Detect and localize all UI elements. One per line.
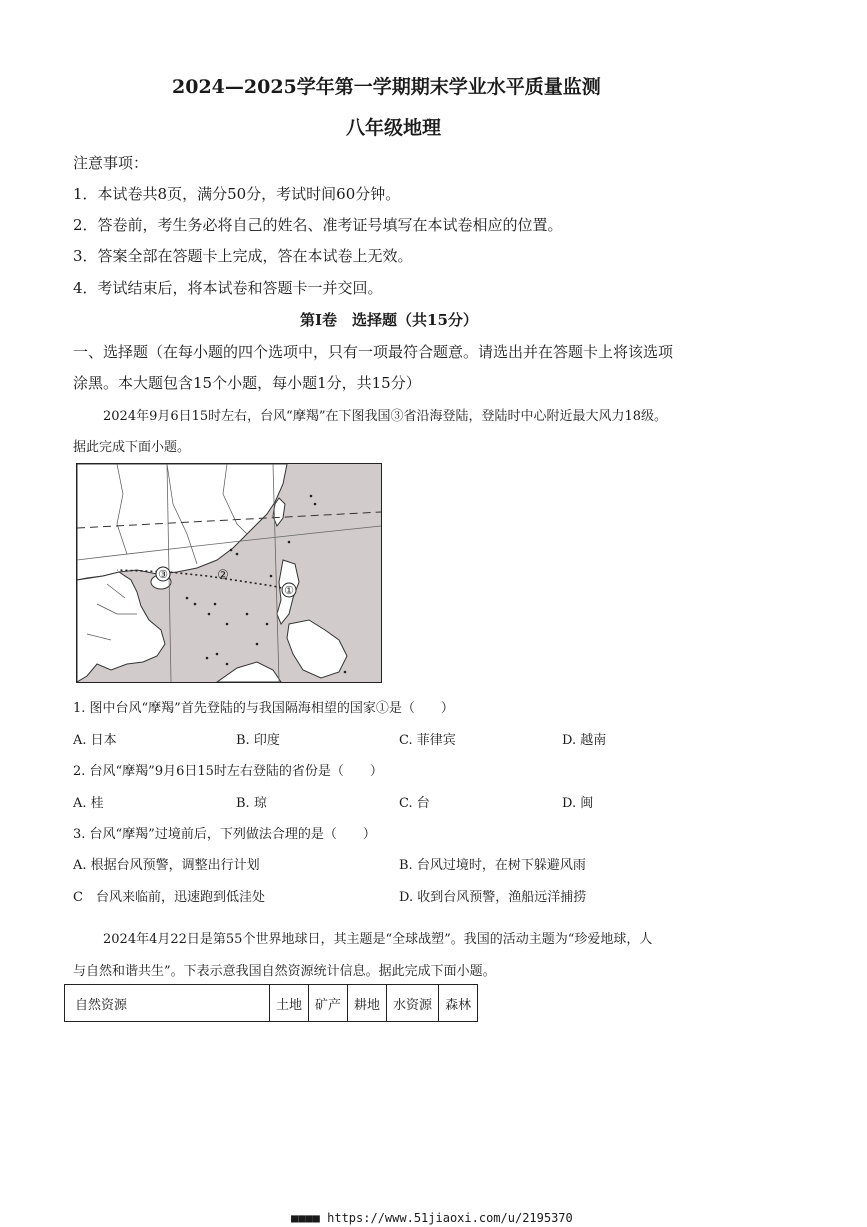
table-cell: 自然资源: [65, 985, 270, 1022]
visayas-mindanao: [287, 620, 347, 678]
table-cell: 森林: [439, 985, 478, 1022]
question-2-stem: 2. 台风“摩羯”9月6日15时左右登陆的省份是（ ）: [73, 764, 383, 779]
question-3-option-d: D. 收到台风预警，渔船远洋捕捞: [399, 890, 587, 905]
question-3-option-c: C 台风来临前，迅速跑到低洼处: [73, 890, 265, 905]
section-title: 第Ⅰ卷 选择题（共15分）: [300, 311, 478, 329]
typhoon-track: [117, 570, 291, 590]
indochina-land: [77, 572, 165, 682]
question-1-option-b: B. 印度: [236, 733, 280, 748]
section-instruction-line2: 涂黑。本大题包含15个小题，每小题1分，共15分）: [73, 374, 421, 392]
question-1-stem: 1. 图中台风“摩羯”首先登陆的与我国隔海相望的国家①是（ ）: [73, 701, 454, 716]
question-3-stem: 3. 台风“摩羯”过境前后，下列做法合理的是（ ）: [73, 827, 376, 842]
question-2-option-b: B. 琼: [236, 796, 267, 811]
resource-table: [64, 984, 478, 1022]
resource-table-wrap: [64, 984, 478, 1022]
notes-heading: 注意事项：: [73, 154, 149, 172]
question-1-option-d: D. 越南: [562, 733, 607, 748]
question-3-option-b: B. 台风过境时，在树下躲避风雨: [399, 858, 586, 873]
table-cell: 矿产: [309, 985, 348, 1022]
question-2-option-a: A. 桂: [73, 796, 104, 811]
question-1-option-a: A. 日本: [73, 733, 117, 748]
passage2-line1: 2024年4月22日是第55个世界地球日，其主题是“全球战塑”。我国的活动主题为“珍爱地球，人: [103, 932, 653, 947]
exam-title: 2024—2025学年第一学期期末学业水平质量监测: [172, 76, 601, 98]
passage1-line2: 据此完成下面小题。: [73, 440, 191, 455]
table-cell: 耕地: [348, 985, 387, 1022]
question-1-option-c: C. 菲律宾: [399, 733, 456, 748]
table-row: [65, 985, 478, 1022]
note-item-3: 3．答案全部在答题卡上完成，答在本试卷上无效。: [73, 247, 413, 265]
footer-watermark: ■■■■ https://www.51jiaoxi.com/u/2195370: [291, 1211, 573, 1225]
marker-2: ②: [217, 568, 229, 583]
note-item-2: 2．答卷前，考生务必将自己的姓名、准考证号填写在本试卷相应的位置。: [73, 216, 563, 234]
marker-3: ③: [158, 568, 168, 581]
note-item-1: 1．本试卷共8页，满分50分，考试时间60分钟。: [73, 185, 401, 203]
section-instruction-line1: 一、选择题（在每小题的四个选项中，只有一项最符合题意。请选出并在答题卡上将该选项: [73, 343, 674, 361]
question-3-option-a: A. 根据台风预警，调整出行计划: [73, 858, 260, 873]
table-cell: 水资源: [387, 985, 439, 1022]
question-2-option-d: D. 闽: [562, 796, 594, 811]
question-2-option-c: C. 台: [399, 796, 430, 811]
typhoon-map: [76, 463, 382, 683]
table-cell: 土地: [270, 985, 309, 1022]
passage2-line2: 与自然和谐共生”。下表示意我国自然资源统计信息。据此完成下面小题。: [73, 964, 496, 979]
passage1-line1: 2024年9月6日15时左右，台风“摩羯”在下图我国③省沿海登陆，登陆时中心附近最大风力18级。: [103, 409, 668, 424]
note-item-4: 4．考试结束后，将本试卷和答题卡一并交回。: [73, 279, 383, 297]
exam-subtitle: 八年级地理: [346, 117, 442, 139]
marker-1: ①: [284, 584, 294, 597]
